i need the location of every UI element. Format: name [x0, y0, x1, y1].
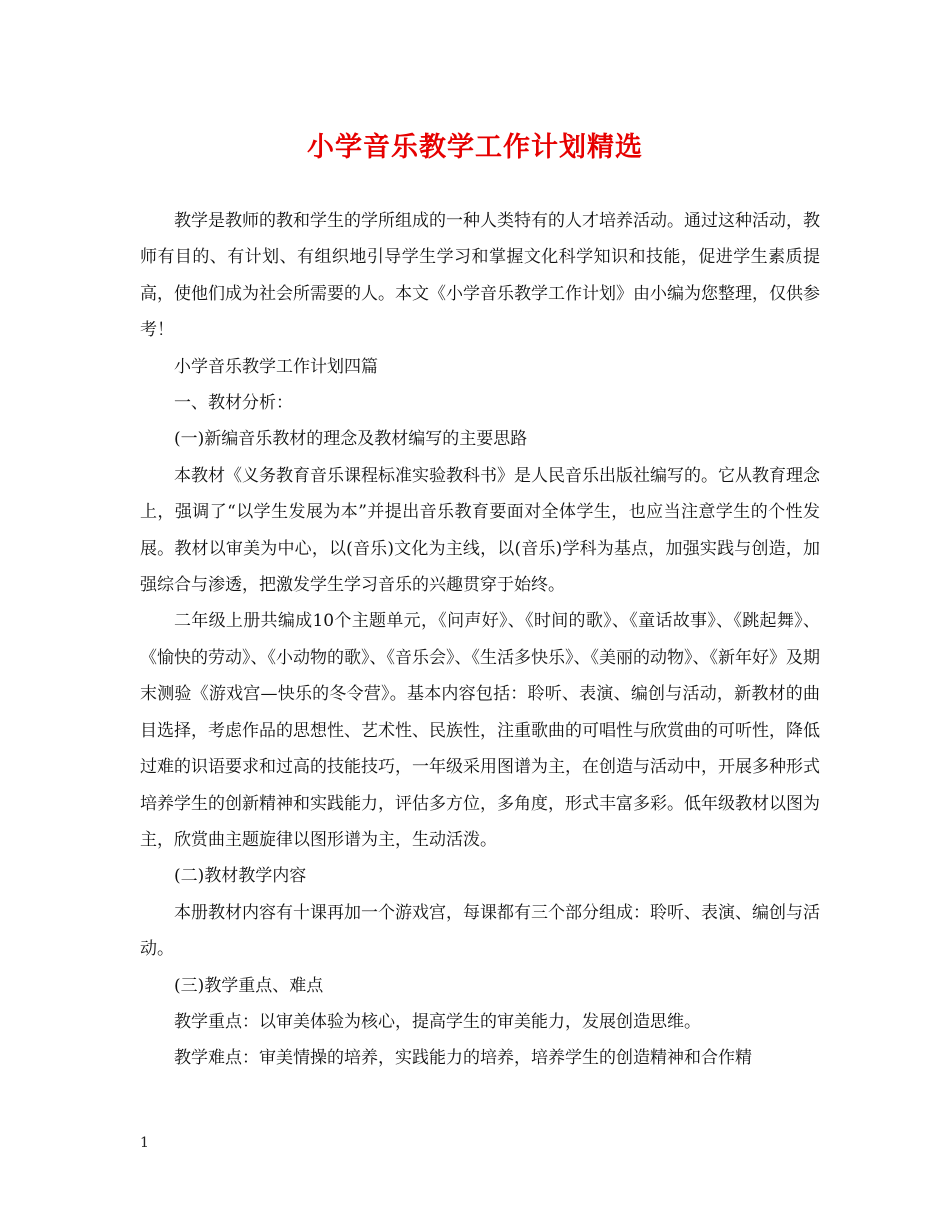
paragraph-intro: 教学是教师的教和学生的学所组成的一种人类特有的人才培养活动。通过这种活动，教师有目的、有计划、有组织地引导学生学习和掌握文化科学知识和技能，促进学生素质提高，使他们成为社会所需要的人。本文《小学音乐教学工作计划》由小编为您整理，仅供参考！: [140, 211, 820, 341]
paragraph-difficulties: 教学难点：审美情操的培养，实践能力的培养，培养学生的创造精神和合作精: [174, 1048, 752, 1069]
section-heading-1: 一、教材分析：: [174, 393, 293, 414]
subsection-heading-3: (三)教学重点、难点: [174, 975, 324, 996]
page-number: 1: [140, 1135, 149, 1151]
document-title: 小学音乐教学工作计划精选: [307, 132, 643, 163]
paragraph-units: 二年级上册共编成10个主题单元，《问声好》、《时间的歌》、《童话故事》、《跳起舞》、《愉快的劳动》、《小动物的歌》、《音乐会》、《生活多快乐》、《美丽的动物》、《新年好》及期末测验《游戏宫—快乐的冬令营》。基本内容包括：聆听、表演、编创与活动，新教材的曲目选择，考虑作品的思想性、艺术性、民族性，注重歌曲的可唱性与欣赏曲的可听性，降低过难的识语要求和过高的技能技巧，一年级采用图谱为主，在创造与活动中，开展多种形式培养学生的创新精神和实践能力，评估多方位，多角度，形式丰富多彩。低年级教材以图为主，欣赏曲主题旋律以图形谱为主，生动活泼。: [140, 611, 820, 850]
paragraph-subtitle: 小学音乐教学工作计划四篇: [174, 356, 378, 377]
subsection-heading-1: (一)新编音乐教材的理念及教材编写的主要思路: [174, 429, 528, 450]
subsection-heading-2: (二)教材教学内容: [174, 866, 307, 887]
document-body: [140, 203, 820, 1077]
paragraph-key-points: 教学重点：以审美体验为核心，提高学生的审美能力，发展创造思维。: [174, 1011, 701, 1032]
paragraph-textbook-concept: 本教材《义务教育音乐课程标准实验教科书》是人民音乐出版社编写的。它从教育理念上，强调了“以学生发展为本”并提出音乐教育要面对全体学生，也应当注意学生的个性发展。教材以审美为中心，以(音乐)文化为主线，以(音乐)学科为基点，加强实践与创造，加强综合与渗透，把激发学生学习音乐的兴趣贯穿于始终。: [140, 465, 820, 596]
paragraph-content: 本册教材内容有十课再加一个游戏宫，每课都有三个部分组成：聆听、表演、编创与活动。: [140, 902, 820, 960]
